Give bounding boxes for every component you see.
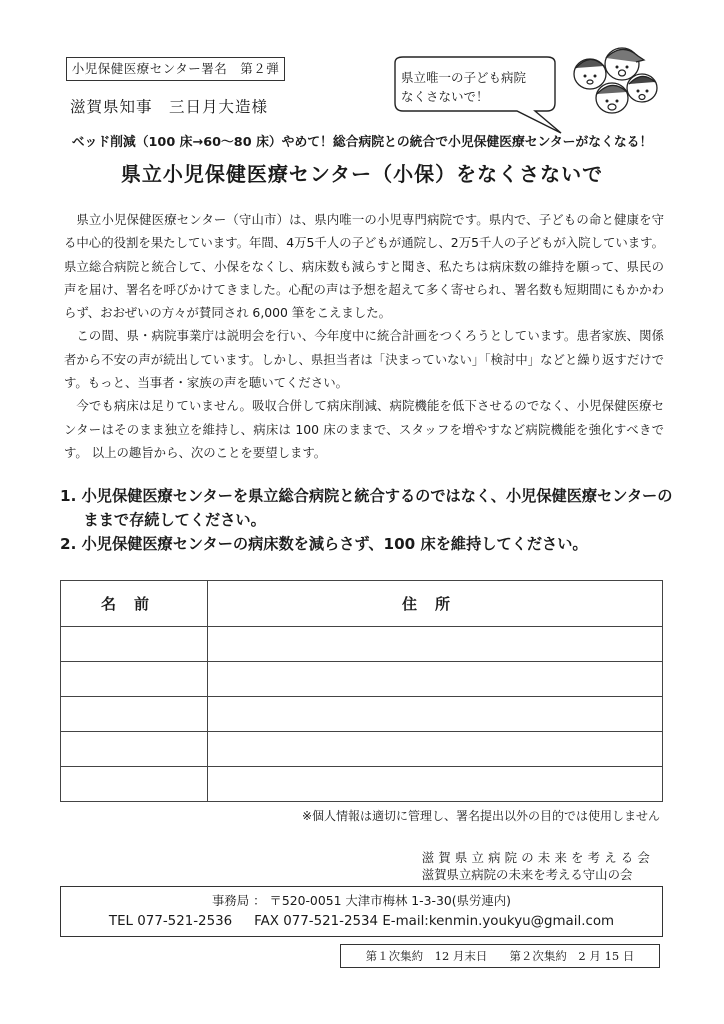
signature-row <box>61 627 663 662</box>
address-cell[interactable] <box>208 732 663 767</box>
organization-name: 滋賀県立病院の未来を考える守山の会 <box>421 867 633 882</box>
addressee: 滋賀県知事 三日月大造様 <box>70 98 269 116</box>
demand-item-1: 1. 小児保健医療センターを県立総合病院と統合するのではなく、小児保健医療センターのままで存続してください。 <box>60 487 673 529</box>
address-column-header: 住所 <box>208 581 663 627</box>
body-paragraph: 県立小児保健医療センター（守山市）は、県内唯一の小児専門病院です。県内で、子どもの命と健康を守る中心的役割を果たしています。年間、4万5千人の子どもが通院し、2万5千人の子どもが入院しています。県立総合病院と統合して、小保をなくし、病床数も減らすと聞き、私たちは病床数の維持を願って、県民の声を届け、署名を呼びかけてきました。心配の声は予想を超えて多く寄せられ、署名数も短期間にもかかわらず、おおぜいの方々が賛同され 6,000 筆をこえました。 <box>64 212 664 321</box>
signature-table-header <box>61 581 663 627</box>
address-cell[interactable] <box>208 697 663 732</box>
second-deadline: 第２次集約 2 月 15 日 <box>509 949 635 963</box>
office-address: 事務局 ： 〒520-0051 大津市梅林 1-3-30(県労連内) <box>211 893 512 908</box>
name-cell[interactable] <box>61 767 208 802</box>
demand-list <box>60 484 680 556</box>
fax-number: FAX 077-521-2534 <box>254 914 379 929</box>
speech-bubble <box>385 55 567 137</box>
subtitle: ベッド削減（100 床→60～80 床）やめて！総合病院との統合で小児保健医療センターがなくなる！ <box>71 135 653 150</box>
signature-row <box>61 732 663 767</box>
deadline-box <box>340 944 660 968</box>
name-cell[interactable] <box>61 662 208 697</box>
name-column-header: 名前 <box>61 581 208 627</box>
signature-table <box>60 580 663 802</box>
first-deadline: 第１次集約 12 月末日 <box>365 949 488 963</box>
page-title: 県立小児保健医療センター（小保）をなくさないで <box>120 162 604 186</box>
speech-bubble-text <box>401 68 526 106</box>
petition-body <box>64 208 664 464</box>
bubble-line-2: なくさないで！ <box>401 89 489 104</box>
organizations <box>422 849 654 883</box>
children-illustration-icon <box>562 40 662 130</box>
bubble-line-1: 県立唯一の子ども病院 <box>401 70 527 85</box>
demand-item-2: 2. 小児保健医療センターの病床数を減らさず、100 床を維持してください。 <box>60 535 588 553</box>
name-cell[interactable] <box>61 697 208 732</box>
phone-number: TEL 077-521-2536 <box>108 914 233 929</box>
address-cell[interactable] <box>208 662 663 697</box>
organization-name: 滋賀県立病院の未来を考える会 <box>421 850 654 865</box>
name-cell[interactable] <box>61 627 208 662</box>
body-paragraph: この間、県・病院事業庁は説明会を行い、今年度中に統合計画をつくろうとしています。患者家族、関係者から不安の声が続出しています。しかし、県担当者は「決まっていない」「検討中」などと繰り返すだけです。もっと、当事者・家族の声を聴いてください。 <box>64 328 664 391</box>
email-address[interactable]: E-mail:kenmin.youkyu@gmail.com <box>382 914 615 929</box>
privacy-note: ※個人情報は適切に管理し、署名提出以外の目的では使用しません <box>301 809 660 823</box>
contact-line <box>61 911 662 932</box>
body-paragraph: 今でも病床は足りていません。吸収合併して病床削減、病院機能を低下させるのでなく、小児保健医療センターはそのまま独立を維持し、病床は 100 床のままで、スタッフを増やすなど病院機能を強化すべきです。 以上の趣旨から、次のことを要望します。 <box>64 398 664 460</box>
name-cell[interactable] <box>61 732 208 767</box>
contact-box <box>60 886 663 937</box>
address-cell[interactable] <box>208 627 663 662</box>
address-cell[interactable] <box>208 767 663 802</box>
series-label: 小児保健医療センター署名 第２弾 <box>66 57 285 81</box>
signature-row <box>61 662 663 697</box>
signature-row <box>61 767 663 802</box>
signature-row <box>61 697 663 732</box>
